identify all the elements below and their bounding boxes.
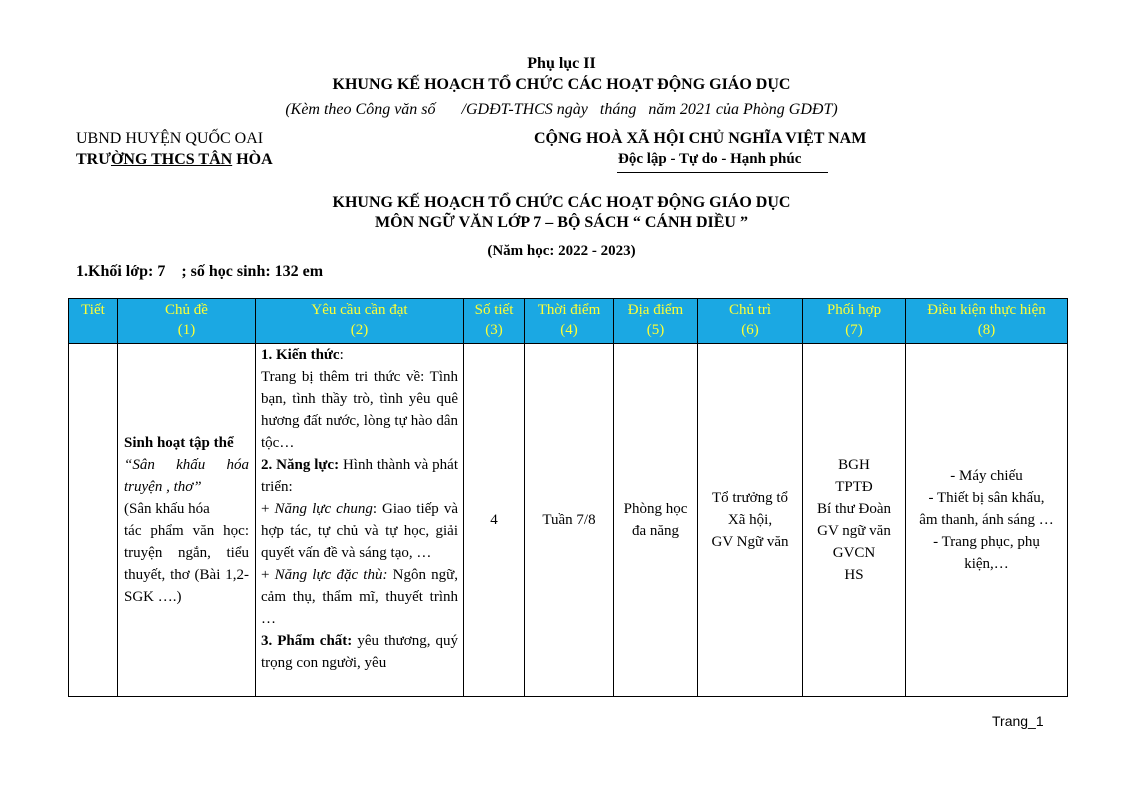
page-number: Trang_1 bbox=[992, 713, 1044, 729]
plan-subtitle: MÔN NGỮ VĂN LỚP 7 – BỘ SÁCH “ CÁNH DIỀU ” bbox=[375, 214, 748, 231]
cell-time: Tuần 7/8 bbox=[525, 344, 614, 697]
req-specific-text: Ngôn ngữ, cảm thụ, thẩm mĩ, thuyết trình … bbox=[261, 567, 458, 627]
header-num: (3) bbox=[485, 322, 503, 338]
cell-tiet bbox=[69, 344, 118, 697]
cond-line-2: - Thiết bị sân khấu, bbox=[928, 490, 1045, 506]
req-knowledge-text: Trang bị thêm tri thức về: Tình bạn, tình thầy trò, tình yêu quê hương đất nước, lòng tự hào dân tộc… bbox=[261, 369, 458, 451]
header-label: Chủ đề bbox=[165, 302, 208, 318]
nation-motto: Độc lập - Tự do - Hạnh phúc bbox=[618, 151, 802, 167]
host-line-3: GV Ngữ văn bbox=[711, 534, 789, 550]
header-num: (4) bbox=[560, 322, 578, 338]
header-label: Số tiết bbox=[474, 302, 514, 318]
req-knowledge bbox=[261, 344, 458, 366]
coord-item: BGH bbox=[838, 457, 870, 473]
appendix-label: Phụ lục II bbox=[527, 55, 596, 72]
school-year: (Năm học: 2022 - 2023) bbox=[487, 243, 636, 259]
place-line-2: đa năng bbox=[631, 523, 680, 539]
header-num: (2) bbox=[350, 322, 369, 338]
cell-periods: 4 bbox=[464, 344, 525, 697]
req-knowledge-colon: : bbox=[339, 347, 344, 363]
host-line-1: Tổ trưởng tổ bbox=[711, 490, 789, 506]
coord-item: Bí thư Đoàn bbox=[817, 501, 891, 517]
nation-name: CỘNG HOÀ XÃ HỘI CHỦ NGHĨA VIỆT NAM bbox=[534, 130, 867, 147]
header-cell-host bbox=[698, 299, 803, 344]
cell-conditions bbox=[906, 344, 1068, 697]
req-quality-text: yêu thương, quý trọng con người, yêu bbox=[261, 633, 458, 671]
header-label: Điều kiện thực hiện bbox=[927, 302, 1046, 318]
ref-part-1: (Kèm theo Công văn số bbox=[285, 101, 436, 118]
ref-part-4: năm 2021 của Phòng GDĐT) bbox=[648, 101, 838, 118]
cond-line-3: âm thanh, ánh sáng … bbox=[919, 512, 1054, 528]
header-label: Yêu cầu cần đạt bbox=[311, 302, 408, 318]
req-specific bbox=[261, 564, 458, 630]
req-general-label: Năng lực chung bbox=[274, 501, 373, 517]
cell-requirements bbox=[256, 344, 464, 697]
header-cell-topic bbox=[118, 299, 256, 344]
table-header-row bbox=[69, 299, 1068, 344]
header-cell-requirements bbox=[256, 299, 464, 344]
req-specific-plus: + bbox=[261, 567, 275, 583]
cell-host bbox=[698, 344, 803, 697]
req-quality-heading: 3. Phẩm chất: bbox=[261, 633, 353, 649]
school-name-suffix: HÒA bbox=[232, 151, 273, 168]
req-quality bbox=[261, 630, 458, 674]
header-num: (6) bbox=[741, 322, 759, 338]
header-label: Phối hợp bbox=[826, 302, 882, 318]
grade-info bbox=[76, 263, 323, 281]
header-cell-conditions bbox=[906, 299, 1068, 344]
header-num: (1) bbox=[177, 322, 196, 338]
motto-underline bbox=[617, 172, 828, 173]
school-name bbox=[76, 151, 273, 169]
topic-italic: “Sân khấu hóa truyện , thơ” bbox=[124, 457, 249, 495]
topic-detail-2: tác phẩm văn học: truyện ngắn, tiểu thuyết, thơ (Bài 1,2- SGK ….) bbox=[124, 523, 249, 605]
activity-plan-table bbox=[68, 298, 1068, 697]
place-line-1: Phòng học bbox=[623, 501, 688, 517]
cell-topic bbox=[118, 344, 256, 697]
header-cell-place bbox=[614, 299, 698, 344]
req-general bbox=[261, 498, 458, 564]
coord-item: GVCN bbox=[832, 545, 876, 561]
header-num: (8) bbox=[977, 322, 996, 338]
header-cell-coordination bbox=[803, 299, 906, 344]
header-cell-time bbox=[525, 299, 614, 344]
header-label: Thời điểm bbox=[537, 302, 601, 318]
header-label: Chủ trì bbox=[728, 302, 772, 318]
req-competency bbox=[261, 454, 458, 498]
ref-part-2: /GDĐT-THCS ngày bbox=[461, 101, 588, 118]
coord-item: TPTĐ bbox=[835, 479, 873, 495]
plan-title: KHUNG KẾ HOẠCH TỔ CHỨC CÁC HOẠT ĐỘNG GIÁO DỤC bbox=[332, 194, 791, 211]
req-general-plus: + bbox=[261, 501, 275, 517]
req-competency-heading: 2. Năng lực: bbox=[261, 457, 340, 473]
topic-detail-1: (Sân khấu hóa bbox=[124, 501, 210, 517]
student-count: ; số học sinh: 132 em bbox=[181, 263, 324, 280]
header-label: Địa điểm bbox=[627, 302, 684, 318]
document-title: KHUNG KẾ HOẠCH TỔ CHỨC CÁC HOẠT ĐỘNG GIÁO DỤC bbox=[332, 76, 791, 93]
cell-coordination bbox=[803, 344, 906, 697]
cell-place bbox=[614, 344, 698, 697]
coord-item: GV ngữ văn bbox=[817, 523, 891, 539]
req-knowledge-heading: 1. Kiến thức bbox=[261, 347, 340, 363]
cond-line-5: kiện,… bbox=[964, 556, 1009, 572]
table-row bbox=[69, 344, 1068, 697]
coord-item: HS bbox=[844, 567, 864, 583]
school-name-underlined: ỜNG THCS TÂN bbox=[110, 151, 233, 168]
header-cell-periods bbox=[464, 299, 525, 344]
ref-part-3: tháng bbox=[599, 101, 637, 118]
district-name: UBND HUYỆN QUỐC OAI bbox=[76, 130, 264, 147]
header-label: Tiết bbox=[81, 302, 105, 318]
header-num: (7) bbox=[845, 322, 863, 338]
cond-line-1: - Máy chiếu bbox=[950, 468, 1023, 484]
req-specific-label: Năng lực đặc thù: bbox=[274, 567, 388, 583]
grade-label: 1.Khối lớp: 7 bbox=[76, 263, 166, 280]
header-num: (5) bbox=[646, 322, 665, 338]
cond-line-4: - Trang phục, phụ bbox=[933, 534, 1040, 550]
school-name-prefix: TRƯ bbox=[76, 151, 111, 168]
reference-note bbox=[0, 101, 1123, 119]
host-line-2: Xã hội, bbox=[727, 512, 773, 528]
req-competency-text: Hình thành và phát triển: bbox=[261, 457, 458, 495]
topic-title: Sinh hoạt tập thể bbox=[124, 435, 234, 451]
req-general-text: : Giao tiếp và hợp tác, tự chủ và tự học, giải quyết vấn đề và sáng tạo, … bbox=[261, 501, 458, 561]
header-cell-tiet bbox=[69, 299, 118, 344]
